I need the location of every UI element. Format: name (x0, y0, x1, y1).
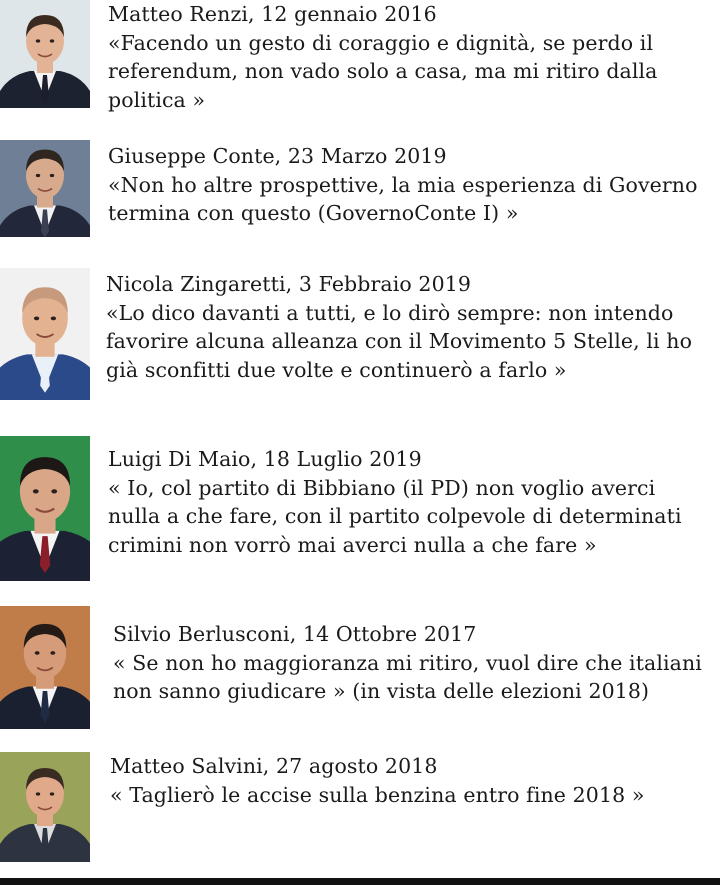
quote-line: termina con questo (GovernoConte I) » (108, 201, 519, 225)
portrait-photo (0, 0, 90, 108)
quote-line: politica » (108, 87, 206, 112)
quote-text (113, 620, 702, 706)
person-silhouette-icon (0, 606, 90, 729)
quote-entry-conte (0, 140, 720, 240)
person-silhouette-icon (0, 752, 90, 862)
speaker-and-date: Giuseppe Conte, 23 Marzo 2019 (108, 144, 447, 168)
quote-text (108, 445, 682, 559)
quote-text (110, 752, 645, 809)
quote-entry-berlusconi (0, 606, 720, 732)
quote-line: «Facendo un gesto di coraggio e dignità, se perdo il (108, 30, 654, 55)
person-silhouette-icon (0, 140, 90, 237)
quote-line: non sanno giudicare » (in vista delle elezioni 2018) (113, 679, 650, 703)
quote-line: « Taglierò le accise sulla benzina entro fine 2018 » (110, 782, 645, 807)
portrait-photo (0, 140, 90, 237)
speaker-and-date: Nicola Zingaretti, 3 Febbraio 2019 (106, 272, 472, 296)
quote-line: già sconfitti due volte e continuerò a farlo » (106, 357, 567, 382)
quote-line: referendum, non vado solo a casa, ma mi ritiro dalla (108, 59, 658, 83)
quote-entry-renzi (0, 0, 720, 112)
quote-text (106, 270, 692, 384)
person-silhouette-icon (0, 0, 90, 108)
quote-entry-zingaretti (0, 268, 720, 403)
quote-entry-di-maio (0, 436, 720, 584)
quote-line: « Io, col partito di Bibbiano (il PD) non voglio averci (108, 475, 656, 500)
portrait-photo (0, 606, 90, 729)
portrait-photo (0, 436, 90, 581)
bottom-bar (0, 878, 720, 885)
quote-line: « Se non ho maggioranza mi ritiro, vuol dire che italiani (113, 650, 702, 675)
quote-line: favorire alcuna alleanza con il Movimento 5 Stelle, li ho (106, 329, 693, 353)
quote-line: «Lo dico davanti a tutti, e lo dirò sempre: non intendo (106, 300, 674, 325)
quote-line: «Non ho altre prospettive, la mia esperienza di Governo (108, 172, 698, 197)
person-silhouette-icon (0, 436, 90, 581)
portrait-photo (0, 268, 90, 400)
quote-text (108, 0, 658, 114)
speaker-and-date: Luigi Di Maio, 18 Luglio 2019 (108, 447, 422, 471)
speaker-and-date: Matteo Renzi, 12 gennaio 2016 (108, 2, 437, 26)
quote-line: crimini non vorrò mai averci nulla a che fare » (108, 532, 597, 557)
quote-line: nulla a che fare, con il partito colpevole di determinati (108, 504, 682, 528)
speaker-and-date: Matteo Salvini, 27 agosto 2018 (110, 754, 438, 778)
quote-text (108, 142, 698, 228)
speaker-and-date: Silvio Berlusconi, 14 Ottobre 2017 (113, 622, 477, 646)
person-silhouette-icon (0, 268, 90, 400)
portrait-photo (0, 752, 90, 862)
quote-entry-salvini (0, 752, 720, 864)
